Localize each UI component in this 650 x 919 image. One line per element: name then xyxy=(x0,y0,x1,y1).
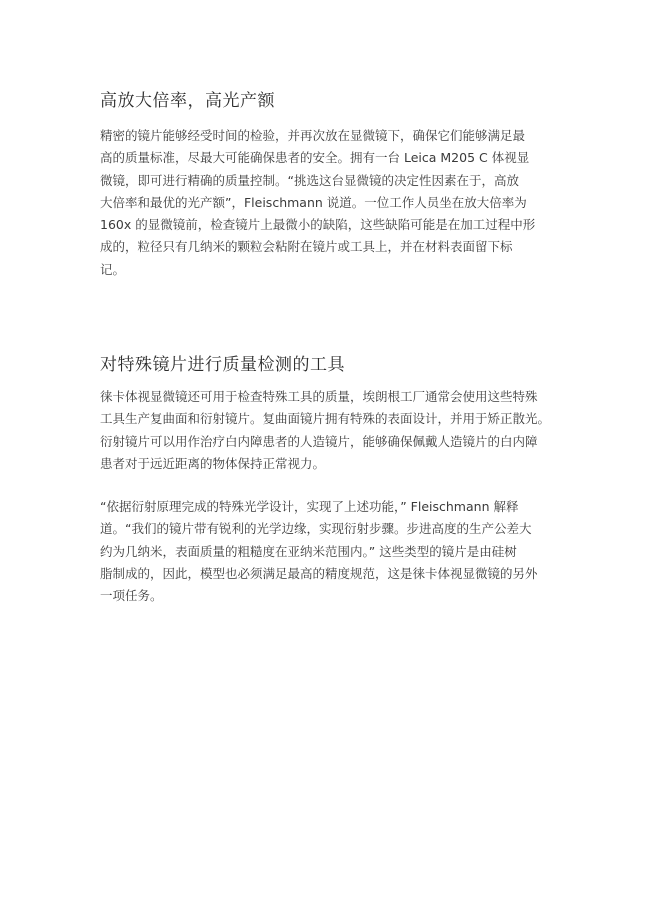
text-line: 工具生产复曲面和衍射镜片。复曲面镜片拥有特殊的表面设计，并用于矫正散光。 xyxy=(100,411,551,427)
text-line: 一项任务。 xyxy=(100,588,163,604)
text-line: 成的，粒径只有几纳米的颗粒会粘附在镜片或工具上，并在材料表面留下标 xyxy=(100,239,513,255)
text-line: 患者对于远近距离的物体保持正常视力。 xyxy=(100,455,326,471)
text-line: 精密的镜片能够经受时间的检验，并再次放在显微镜下，确保它们能够满足最 xyxy=(100,128,526,143)
text-line: 徕卡体视显微镜还可用于检查特殊工具的质量，埃朗根工厂通常会使用这些特殊 xyxy=(100,389,538,404)
text-line: 衍射镜片可以用作治疗白内障患者的人造镜片，能够确保佩戴人造镜片的白内障 xyxy=(100,433,538,449)
text-line: 高的质量标准，尽最大可能确保患者的安全。拥有一台 Leica M205 C 体视显 xyxy=(100,150,530,166)
text-line: 约为几纳米，表面质量的粗糙度在亚纳米范围内。” 这些类型的镜片是由硅树 xyxy=(100,543,517,559)
text-line: 160x 的显微镜前，检查镜片上最微小的缺陷，这些缺陷可能是在加工过程中形 xyxy=(100,217,536,233)
paragraph-diffraction-design xyxy=(100,496,552,607)
section-heading-special-lens-tools: 对特殊镜片进行质量检测的工具 xyxy=(100,355,345,375)
paragraph-special-tools xyxy=(100,386,552,475)
text-line: 大倍率和最优的光产额”，Fleischmann 说道。一位工作人员坐在放大倍率为 xyxy=(100,194,527,210)
text-line: 道。“我们的镜片带有锐利的光学边缘，实现衍射步骤。步进高度的生产公差大 xyxy=(100,521,532,537)
paragraph-quality-control xyxy=(100,125,552,281)
section-heading-high-magnification: 高放大倍率，高光产额 xyxy=(100,91,275,111)
text-line: 微镜，即可进行精确的质量控制。“挑选这台显微镜的决定性因素在于，高放 xyxy=(100,172,519,188)
text-line: “依据衍射原理完成的特殊光学设计，实现了上述功能，” Fleischmann 解释 xyxy=(100,499,519,514)
text-line: 记。 xyxy=(100,261,126,277)
text-line: 脂制成的，因此，模型也必须满足最高的精度规范，这是徕卡体视显微镜的另外 xyxy=(100,565,538,581)
